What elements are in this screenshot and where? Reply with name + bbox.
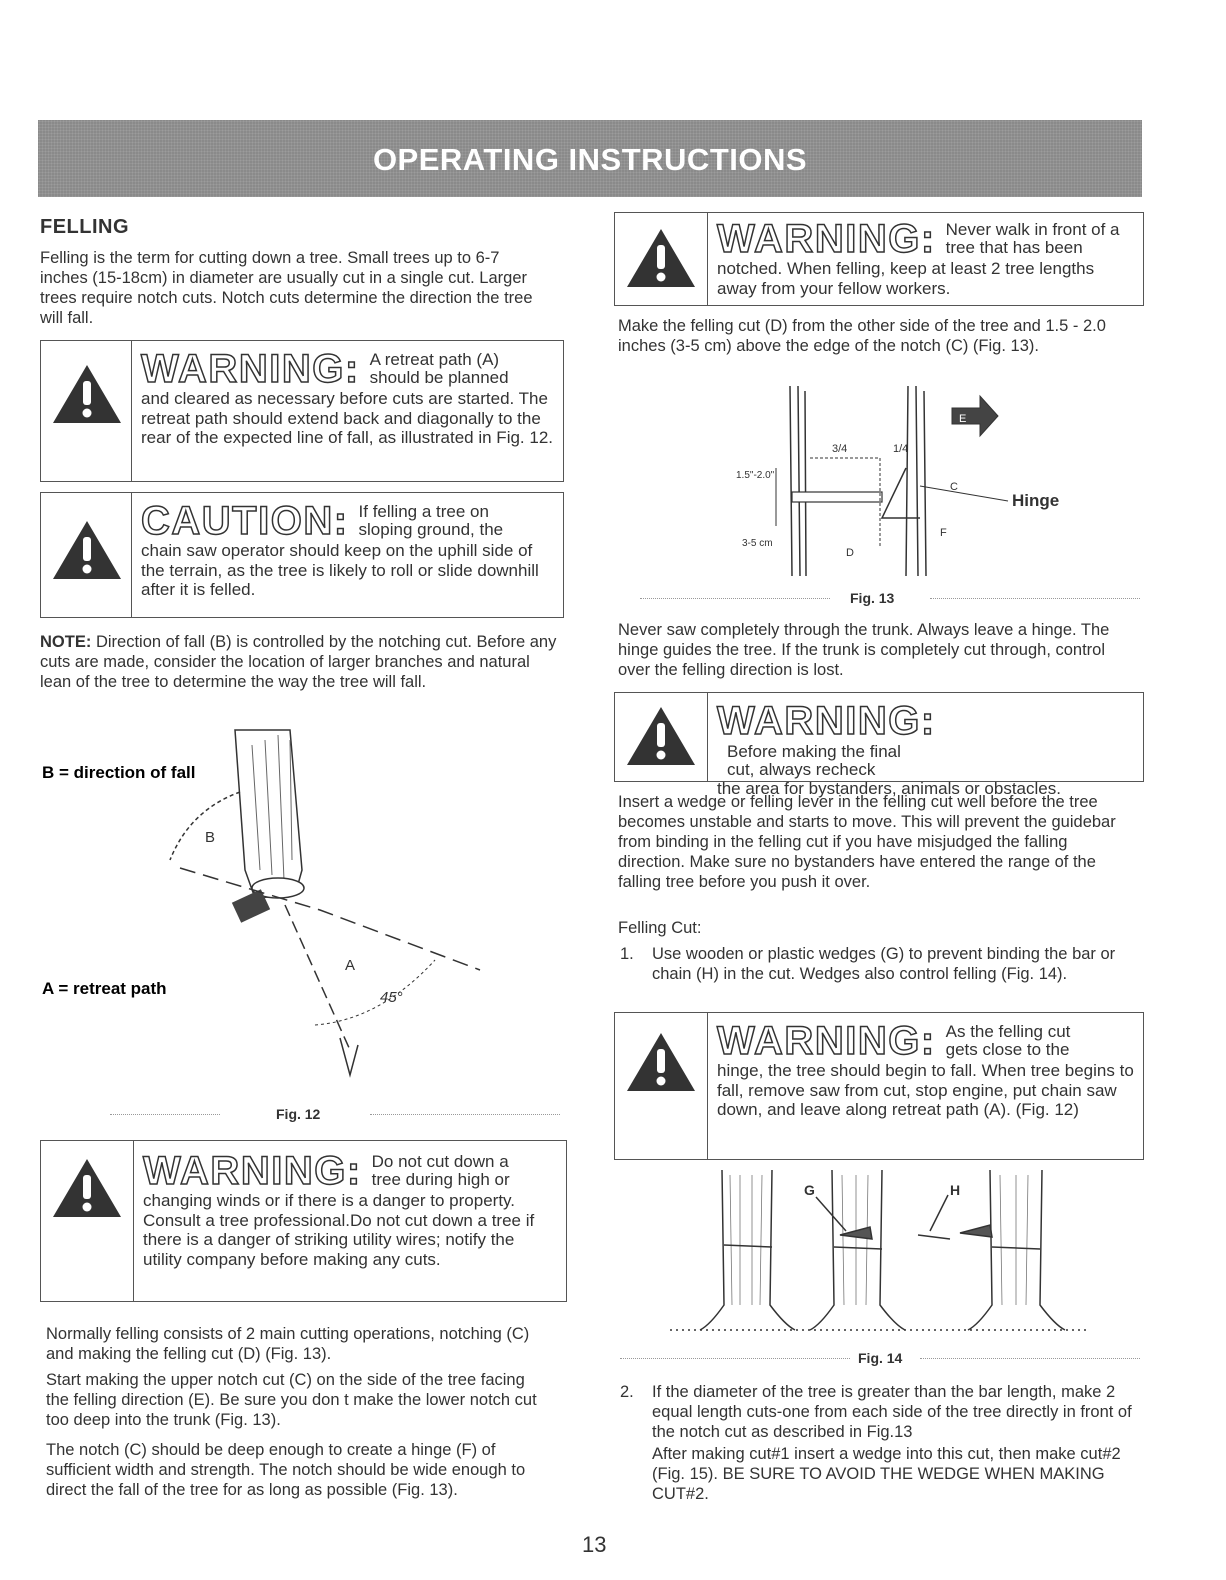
list-text-continued: After making cut#1 insert a wedge into this cut, then make cut#2 (Fig. 15). BE SURE TO AVOID THE WEDGE WHEN MAKING CUT#2.	[652, 1445, 1121, 1503]
paragraph-notch-depth: The notch (C) should be deep enough to create a hinge (F) of sufficient width and strength. The notch should be wide enough to direct the fall of the tree for as long as possible (Fig. 13).	[46, 1441, 526, 1499]
note-label: NOTE:	[40, 633, 92, 651]
fig13-c: C	[950, 481, 958, 493]
list-item-1	[618, 944, 1138, 984]
warning-body: hinge, the tree should begin to fall. When tree begins to fall, remove saw from cut, stop engine, put chain saw down, and leave along retreat path (A). (Fig. 12)	[717, 1061, 1134, 1119]
caption-rule	[110, 1114, 220, 1115]
fig13-dim-cm: 3-5 cm	[742, 538, 773, 549]
paragraph-insert-wedge: Insert a wedge or felling lever in the felling cut well before the tree becomes unstable and starts to move. This will prevent the guidebar from binding in the felling cut if you have misjudged the falling direction. Make sure no bystanders have entered the range of the falling tree before you push it over.	[618, 793, 1116, 891]
page-number: 13	[582, 1532, 607, 1557]
fig13-d34: 3/4	[832, 443, 848, 455]
caution-title: CAUTION:	[141, 499, 349, 543]
warning-triangle-icon	[625, 227, 697, 289]
caption-rule	[920, 1358, 1140, 1359]
warning-lead: Never walk in front of a tree that has been	[945, 220, 1120, 257]
caption-rule	[640, 598, 830, 599]
fig12-mark-b: B	[205, 829, 216, 846]
warning-body: the area for bystanders, animals or obstacles.	[717, 779, 1061, 798]
fig12-label-b: B = direction of fall	[42, 763, 196, 782]
fig13-d: D	[846, 547, 854, 559]
warning-high-winds	[40, 1140, 567, 1302]
warning-lead: As the felling cut gets close to the	[945, 1022, 1071, 1059]
fig12-mark-a: A	[345, 957, 356, 974]
warning-body: and cleared as necessary before cuts are started. The retreat path should extend back and diagonally to the rear of the expected line of fall, as illustrated in Fig. 12.	[141, 389, 554, 447]
caution-sloping-ground	[40, 492, 564, 618]
warning-body: changing winds or if there is a danger to property. Consult a tree professional.Do not cut down a tree if there is a danger of striking utility wires; notify the utility company before making any cuts.	[143, 1191, 535, 1269]
warning-triangle-icon	[51, 519, 123, 581]
warning-triangle-icon	[625, 705, 697, 767]
warning-lead: A retreat path (A) should be planned	[369, 350, 509, 387]
paragraph-main-cuts: Normally felling consists of 2 main cutting operations, notching (C) and making the felling cut (D) (Fig. 13).	[46, 1325, 530, 1363]
caption-rule	[370, 1114, 560, 1115]
warning-never-walk	[614, 212, 1144, 306]
list-text: Use wooden or plastic wedges (G) to prevent binding the bar or chain (H) in the cut. Wedges also control felling (Fig. 14).	[652, 945, 1116, 983]
list-number: 1.	[620, 945, 634, 963]
paragraph-never-saw: Never saw completely through the trunk. Always leave a hinge. The hinge guides the tree. If the trunk is completely cut through, control over the felling direction is lost.	[618, 621, 1110, 679]
banner-title: OPERATING INSTRUCTIONS	[372, 142, 808, 177]
section-banner	[38, 120, 1142, 197]
warning-recheck-area	[614, 692, 1144, 798]
list-item-2	[618, 1382, 1138, 1504]
warning-retreat-path	[40, 340, 564, 482]
note-paragraph	[40, 632, 560, 692]
warning-triangle-icon	[51, 363, 123, 425]
paragraph-felling-cut: Make the felling cut (D) from the other side of the tree and 1.5 - 2.0 inches (3-5 cm) above the edge of the notch (C) (Fig. 13).	[618, 317, 1106, 355]
warning-title: WARNING:	[717, 699, 936, 743]
caution-lead: If felling a tree on sloping ground, the	[358, 502, 504, 539]
warning-lead: Do not cut down a tree during high or	[371, 1152, 510, 1189]
caption-rule	[930, 598, 1140, 599]
warning-triangle-icon	[625, 1031, 697, 1093]
warning-title: WARNING:	[717, 1019, 936, 1063]
fig14-g: G	[804, 1182, 815, 1198]
fig14-diagram	[660, 1165, 1100, 1340]
caution-body: chain saw operator should keep on the uphill side of the terrain, as the tree is likely to roll or slide downhill after it is felled.	[141, 541, 539, 599]
warning-title: WARNING:	[141, 347, 360, 391]
warning-body: notched. When felling, keep at least 2 tree lengths away from your fellow workers.	[717, 259, 1095, 298]
fig12-angle: 45°	[380, 989, 403, 1006]
fig12-label-a: A = retreat path	[42, 979, 167, 998]
list-text: If the diameter of the tree is greater than the bar length, make 2 equal length cuts-one from each side of the tree directly in front of the notch cut as described in Fig.13	[652, 1383, 1132, 1441]
paragraph-upper-notch: Start making the upper notch cut (C) on the side of the tree facing the felling direction (E). Be sure you don t make the lower notch cut too deep into the trunk (Fig. 13).	[46, 1371, 537, 1429]
warning-lead: Before making the final cut, always recheck	[727, 742, 901, 779]
fig13-d14: 1/4	[893, 443, 909, 455]
fig12-caption: Fig. 12	[276, 1106, 321, 1122]
fig14-h: H	[950, 1182, 961, 1198]
warning-title: WARNING:	[143, 1149, 362, 1193]
fig13-caption: Fig. 13	[850, 590, 895, 606]
fig12-diagram	[40, 720, 560, 1100]
fig13-e: E	[959, 413, 967, 425]
warning-title: WARNING:	[717, 217, 936, 261]
warning-triangle-icon	[51, 1157, 123, 1219]
note-text: Direction of fall (B) is controlled by the notching cut. Before any cuts are made, consider the location of larger branches and natural lean of the tree to determine the way the tree will fall.	[40, 633, 557, 691]
felling-cut-label: Felling Cut:	[618, 919, 702, 937]
fig14-caption: Fig. 14	[858, 1350, 903, 1366]
fig13-diagram	[730, 386, 1090, 586]
fig13-hinge: Hinge	[1012, 491, 1060, 510]
caption-rule	[620, 1358, 850, 1359]
fig13-dim-in: 1.5"-2.0"	[736, 470, 775, 481]
warning-begin-to-fall	[614, 1012, 1144, 1160]
list-number: 2.	[620, 1383, 634, 1401]
fig13-f: F	[940, 527, 947, 539]
felling-intro: Felling is the term for cutting down a tree. Small trees up to 6-7 inches (15-18cm) in diameter are usually cut in a single cut. Larger trees require notch cuts. Notch cuts determine the direction the tree will fall.	[40, 249, 533, 327]
felling-heading: FELLING	[40, 216, 130, 238]
